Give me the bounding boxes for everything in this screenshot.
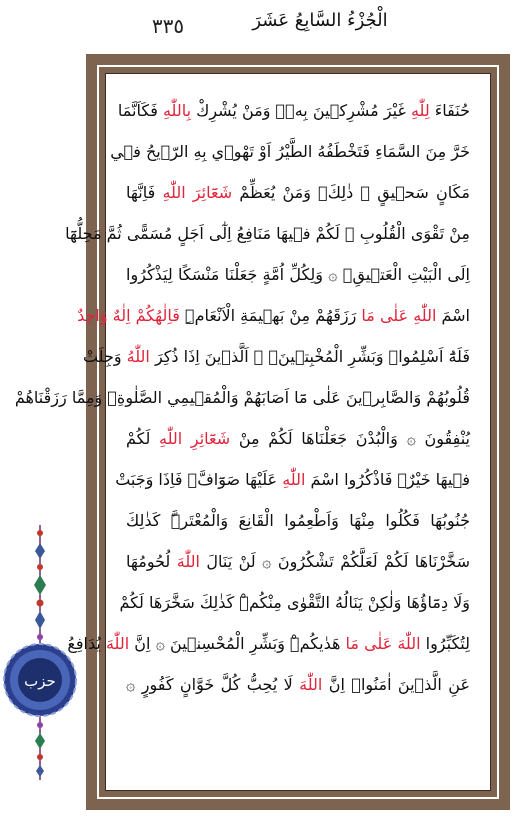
divine-name-text: اللّٰهَ xyxy=(299,675,323,694)
page-number: ٣٣٥ xyxy=(151,14,185,38)
divine-name-text: اللّٰهِ عَلٰى مَا xyxy=(361,306,437,325)
verse-text: اسْمَ xyxy=(441,306,470,325)
verse-text: اِلَى الْبَيْتِ الْعَت۪يقِ۟ ۞ وَلِكُلِّ اُمَّةٍ جَعَلْنَا مَنْسَكًا لِيَذْكُرُوا xyxy=(126,265,470,284)
verse-text: لَكُمْ xyxy=(126,429,151,448)
verse-text: فَاِنَّهَا xyxy=(126,183,156,202)
verse-line xyxy=(126,418,470,459)
verse-text: عَلَيْهَا صَوَٓافَّۚ فَاِذَا وَجَبَتْ xyxy=(115,470,278,489)
divine-name-text: اللّٰهِ xyxy=(282,470,306,489)
verse-text: يُنْفِقُونَ ۞ وَالْبُدْنَ جَعَلْنَاهَا لَكُمْ مِنْ xyxy=(238,429,470,448)
divine-name-text: اللّٰهُ xyxy=(126,347,150,366)
divine-name-text: شَعَٓائِرَ اللّٰهِ xyxy=(162,183,233,202)
verse-text: لُحُومُهَا xyxy=(126,552,171,571)
verse-line xyxy=(67,623,470,664)
verse-text: غَيْرَ مُشْرِك۪ينَ بِه۪ۜ وَمَنْ يُشْرِكْ xyxy=(196,101,406,120)
verse-line xyxy=(14,377,470,418)
verse-line xyxy=(126,254,470,295)
verse-line xyxy=(110,131,470,172)
verse-text: فَكَاَنَّمَا xyxy=(117,101,158,120)
verse-line xyxy=(65,213,470,254)
divine-name-text: اللّٰهَ xyxy=(176,552,200,571)
verse-text: وَجِلَتْ xyxy=(82,347,122,366)
verse-line xyxy=(77,295,470,336)
page-header xyxy=(0,0,518,52)
verse-line xyxy=(119,582,470,623)
verse-text: لِتُكَبِّرُوا xyxy=(425,634,470,653)
verse-text: ف۪يهَا خَيْرٌۗ فَاذْكُرُوا اسْمَ xyxy=(310,470,470,489)
verse-text: لَا يُحِبُّ كُلَّ خَوَّانٍ كَفُورٍ ۞ xyxy=(126,675,293,694)
verse-text: رَزَقَهُمْ مِنْ بَه۪يمَةِ الْاَنْعَامِۜ xyxy=(184,306,357,325)
verse-line xyxy=(126,172,470,213)
divine-name-text: شَعَٓائِرِ اللّٰهِ xyxy=(159,429,231,448)
verse-line xyxy=(126,664,470,705)
verse-line xyxy=(82,336,470,377)
verse-line xyxy=(126,541,470,582)
verse-line xyxy=(126,500,470,541)
verse-text: حُنَفَاءَ xyxy=(434,101,470,120)
divine-name-text: بِاللّٰهِ xyxy=(162,101,192,120)
verse-text: جُنُوبُهَا فَكُلُوا مِنْهَا وَاَطْعِمُوا الْقَانِعَ وَالْمُعْتَرَّۜ كَذٰلِكَ xyxy=(126,511,470,530)
verse-text: يُدَافِعُ xyxy=(67,634,101,653)
verse-text: مِنْ تَقْوَى الْقُلُوبِ ۞ لَكُمْ ف۪يهَا مَنَافِعُ اِلٰٓى اَجَلٍ مُسَمًّى ثُمَّ مَحِلُّهَٓا xyxy=(65,224,470,243)
verse-text: فَلَهُٓ اَسْلِمُواۜ وَبَشِّرِ الْمُخْبِت۪ينَۙ ۞ اَلَّذ۪ينَ اِذَا ذُكِرَ xyxy=(154,347,470,366)
verse-text: هَدٰيكُمْۜ وَبَشِّرِ الْمُحْسِن۪ينَ ۞ اِنَّ xyxy=(134,634,341,653)
divine-name-text: لِلّٰهِ xyxy=(410,101,430,120)
verse-text: سَخَّرْنَاهَا لَكُمْ لَعَلَّكُمْ تَشْكُرُونَ ۞ لَنْ يَنَالَ xyxy=(206,552,470,571)
hizb-label: حزب xyxy=(24,672,56,690)
divine-name-text: اللّٰهَ عَلٰى مَا xyxy=(345,634,421,653)
verse-text: عَنِ الَّذ۪ينَ اٰمَنُواۜ اِنَّ xyxy=(328,675,470,694)
verse-line xyxy=(117,90,470,131)
verse-text: مَكَانٍ سَح۪يقٍ ۞ ذٰلِكَۗ وَمَنْ يُعَظِّمْ xyxy=(239,183,470,202)
verse-text: قُلُوبُهُمْ وَالصَّابِر۪ينَ عَلٰى مَٓا اَصَابَهُمْ وَالْمُق۪يمِي الصَّلٰوةِۙ وَمِمَّا رَزَقْنَاهُمْ xyxy=(14,388,470,407)
verse-text: وَلَا دِمَٓاؤُهَا وَلٰكِنْ يَنَالُهُ التَّقْوٰى مِنْكُمْۜ كَذٰلِكَ سَخَّرَهَا لَكُمْ xyxy=(119,593,470,612)
verse-text: خَرَّ مِنَ السَّمَاءِ فَتَخْطَفُهُ الطَّيْرُ اَوْ تَهْو۪ي بِهِ الرّ۪يحُ ف۪ي xyxy=(110,142,470,161)
verse-line xyxy=(115,459,470,500)
divine-name-text: فَاِلٰهُكُمْ اِلٰهٌ وَاحِدٌ xyxy=(77,306,180,325)
juz-title: الْجُزْءُ السَّابِعُ عَشَرَ xyxy=(252,10,388,31)
divine-name-text: اللّٰهَ xyxy=(105,634,130,653)
